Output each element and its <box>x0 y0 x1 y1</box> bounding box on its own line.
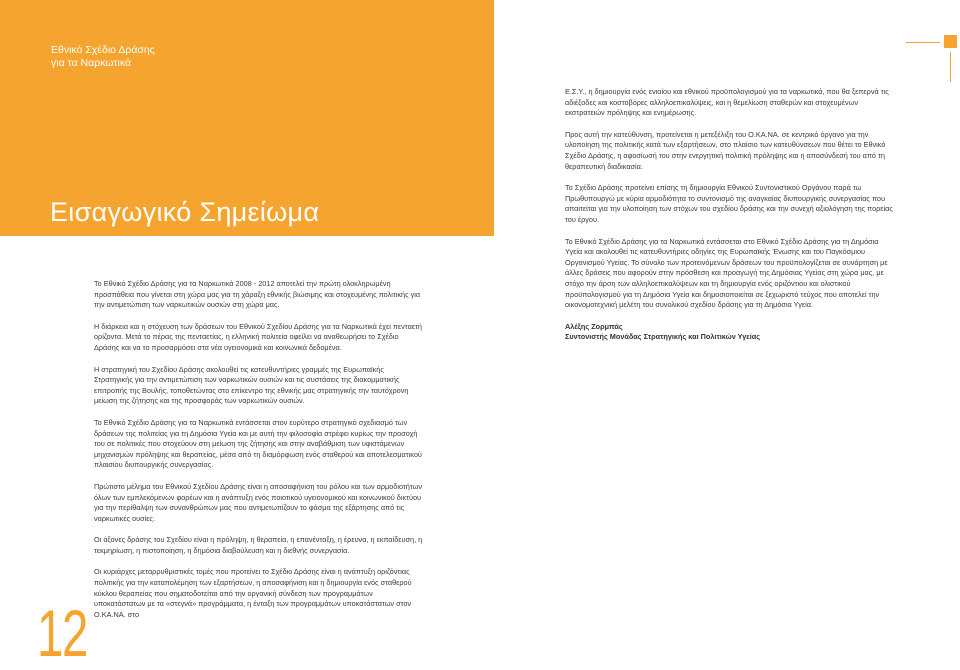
paragraph: Ε.Σ.Υ., η δημιουργία ενός ενιαίου και εθνικού προϋπολογισμού για τα ναρκωτικά, που θα ξεπερνά τις αδιέξοδες και κοστοβόρες αλληλοεπικαλύψεις, και η θεμελίωση σταθερών και στοχευμένων εκστρατειών πρόληψης και ενημέρωσης. <box>565 87 889 118</box>
paragraph: Το Εθνικό Σχέδιο Δράσης για τα Ναρκωτικά εντάσσεται στο Εθνικό Σχέδιο Δράσης για τη Δημόσια Υγεία και ακολουθεί τις κατευθυντήριες οδηγίες της Ευρωπαϊκής Ένωσης και του Παγκόσμιου Οργανισμού Υγείας. Το σύνολο των προτεινόμενων δράσεων του προϋπολογίζεται σε συνάρτηση με άλλες δράσεις που αφορούν στην πρόσθεση και προαγωγή της Δημόσιας Υγείας στη χώρα μας, με στόχο την άρση των αλληλοεπικαλύψεων και τη δημιουργία ενός οριζόντιου και ολιστικού προϋπολογισμού για τη Δημόσια Υγεία και δημοσιοποιείται σε ξεχωριστό τεύχος που αποτελεί την οικονομοτεχνική μελέτη του συνολικού σχεδίου δράσης για τη Δημόσια Υγεία. <box>565 236 888 310</box>
corner-mark-line-vertical <box>950 52 951 82</box>
right-text-column <box>565 87 895 343</box>
paragraph: Η στρατηγική του Σχεδίου Δράσης ακολουθεί τις κατευθυντήριες γραμμές της Ευρωπαϊκής Στρατηγικής για την αντιμετώπιση των ναρκωτικών ουσιών και τις συστάσεις της διακομματικής επιτροπής της Βουλής, τοποθετώντας στο επίκεντρο της εθνικής μας στρατηγικής την ταυτόχρονη μείωση της ζήτησης και της προσφοράς των ναρκωτικών ουσιών. <box>94 364 409 406</box>
paragraph: Πρώτιστο μέλημα του Εθνικού Σχεδίου Δράσης είναι η αποσαφήνιση του ρόλου και των αρμοδιοτήτων όλων των εμπλεκόμενων φορέων και η ανάπτυξη ενός ποιοτικού υγειονομικού και κοινωνικού δικτύου για την περίθαλψη των συνανθρώπων μας που αντιμετωπίζουν το φάσμα της εξάρτησης από τις ναρκωτικές ουσίες. <box>94 481 422 523</box>
signature-block <box>565 322 895 343</box>
paragraph: Το Εθνικό Σχέδιο Δράσης για τα Ναρκωτικά εντάσσεται στον ευρύτερο στρατηγικό σχεδιασμό των δράσεων της πολιτείας για τη Δημόσια Υγεία και με αυτή την φιλοσοφία στρέφει κυρίως την προσοχή του σε πολιτικές που στοχεύουν στη μείωση της ζήτησης και στην αναβάθμιση των υφιστάμενων μηχανισμών πρόληψης και θεραπείας, μέσα από τη διαμόρφωση ενός σταθερού και αποτελεσματικού πλαισίου διυπουργικής συνεργασίας. <box>94 417 422 470</box>
corner-mark-square <box>944 35 957 48</box>
running-header <box>51 44 155 69</box>
paragraph: Προς αυτή την κατεύθυνση, προτείνεται η μετεξέλιξη του Ο.ΚΑ.ΝΑ. σε κεντρικό όργανο για την υλοποίηση της πολιτικής κατά των εξαρτήσεων, στο πλαίσιο των κατευθύνσεων που θέτει το Εθνικό Σχέδιο Δράσης, η αφοσίωσή του στην ενεργητική πολιτική πρόληψης και η αποσύνδεσή του από τη θεραπευτική διαδικασία. <box>565 129 886 171</box>
running-header-line-1: Εθνικό Σχέδιο Δράσης <box>51 44 155 56</box>
signature-role: Συντονιστής Μονάδας Στρατηγικής και Πολιτικών Υγείας <box>565 332 761 342</box>
left-text-column <box>94 279 424 631</box>
section-title: Εισαγωγικό Σημείωμα <box>50 197 320 227</box>
paragraph: Το Σχέδιο Δράσης προτείνει επίσης τη δημιουργία Εθνικού Συντονιστικού Οργάνου παρά τω Πρωθυπουργώ με κύρια αρμοδιότητα το συντονισμό της αναγκαίας διυπουργικής συνεργασίας που απαιτείται για την υλοποίηση των στόχων του σχεδίου δράσης και την συνεχή αξιολόγηση της πορείας του έργου. <box>565 183 893 224</box>
paragraph: Οι άξονες δράσης του Σχεδίου είναι η πρόληψη, η θεραπεία, η επανένταξη, η έρευνα, η εκπαίδευση, η τεκμηρίωση, η πιστοποίηση, η δημόσια διαβούλευση και η διεθνής συνεργασία. <box>94 535 423 555</box>
corner-mark-line-horizontal <box>906 42 940 43</box>
paragraph: Οι κυριάρχες μεταρρυθμιστικές τομές που προτείνει το Σχέδιο Δράσης είναι η ανάπτυξη οριζόντιας πολιτικής για την καταπολέμηση των εξαρτήσεων, η αποσαφήνιση και η δημιουργία ενός σταθερού κύκλου θεραπείας που σηματοδοτείται από την οργανική σύνδεση των προγραμμάτων υποκατάστατων με τα «στεγνά» προγράμματα, η ένταξη των προγραμμάτων υποκατάστατων στον Ο.ΚΑ.ΝΑ. στο <box>94 567 412 619</box>
paragraph: Το Εθνικό Σχέδιο Δράσης για τα Ναρκωτικά 2008 - 2012 αποτελεί την πρώτη ολοκληρωμένη προσπάθεια που γίνεται στη χώρα μας για τη χάραξη εθνικής βιώσιμης και στοχευμένης πολιτικής για την αντιμετώπιση των ναρκωτικών ουσιών στη χώρα μας. <box>94 279 421 310</box>
page-number: 12 <box>37 596 87 670</box>
signature-name: Αλέξης Ζορμπάς <box>565 321 623 331</box>
running-header-line-2: για τα Ναρκωτικά <box>51 56 132 69</box>
paragraph: Η διάρκεια και η στόχευση των δράσεων του Εθνικού Σχεδίου Δράσης για τα Ναρκωτικά έχει πενταετή ορίζοντα. Μετά το πέρας της πενταετίας, η ελληνική πολιτεία οφείλει να αναθεωρήσει το Σχέδιο Δράσης και να το προσαρμόσει στα νέα υγειονομικά και κοινωνικά δεδομένα. <box>94 321 422 352</box>
